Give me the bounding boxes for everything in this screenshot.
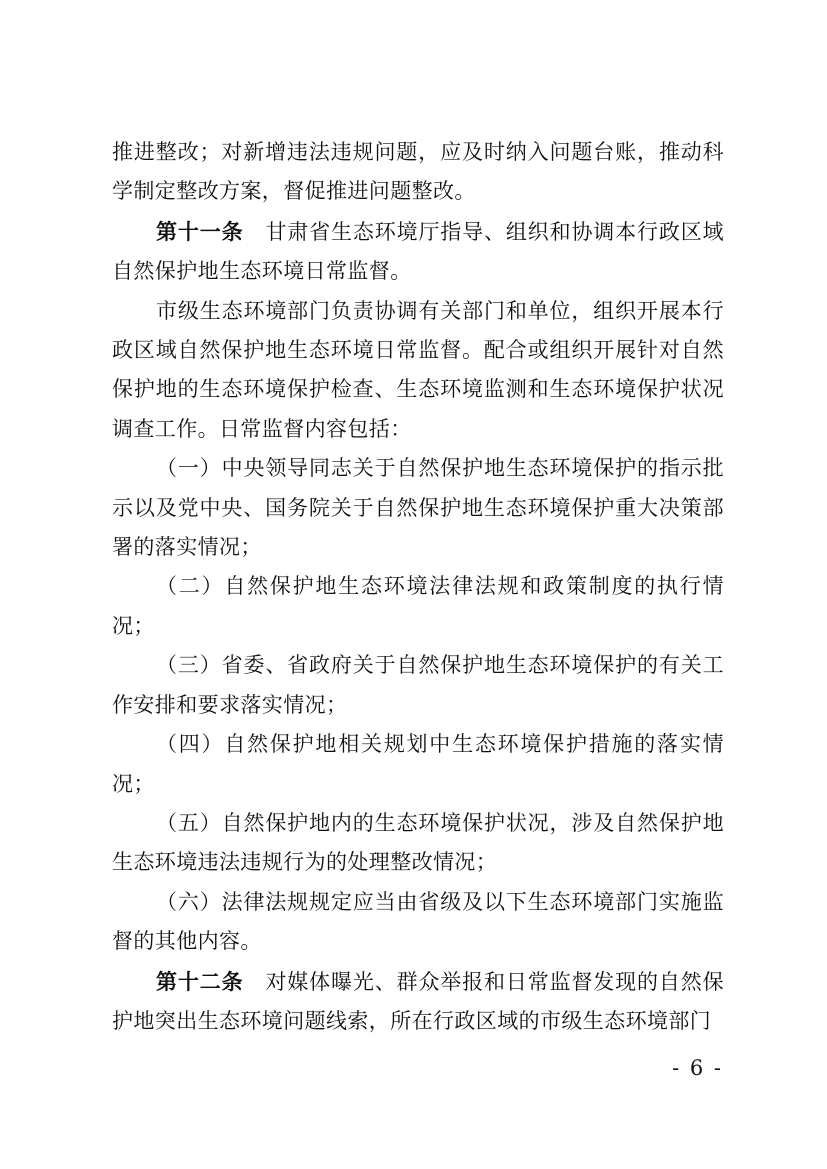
list-item-3	[112, 646, 724, 725]
list-item-text: （二）自然保护地生态环境法律法规和政策制度的执行情况；	[112, 574, 724, 638]
list-item-6	[112, 883, 724, 962]
paragraph-text: 甘肃省生态环境厅指导、组织和协调本行政区域自然保护地生态环境日常监督。	[112, 219, 724, 284]
page-number: - 6 -	[672, 1056, 723, 1080]
paragraph-continuation	[112, 133, 724, 212]
list-item-text: （三）省委、省政府关于自然保护地生态环境保护的有关工作安排和要求落实情况；	[112, 653, 724, 717]
list-item-1	[112, 449, 724, 567]
list-item-text: （四）自然保护地相关规划中生态环境保护措施的落实情况；	[112, 732, 724, 796]
list-item-text: （六）法律法规规定应当由省级及以下生态环境部门实施监督的其他内容。	[112, 889, 724, 954]
list-item-5	[112, 804, 724, 883]
list-item-4	[112, 725, 724, 804]
paragraph-text: 对媒体曝光、群众举报和日常监督发现的自然保护地突出生态环境问题线索，所在行政区域的市级生态环境部门	[112, 969, 724, 1033]
paragraph-municipal-duties	[112, 292, 724, 450]
paragraph-text: 市级生态环境部门负责协调有关部门和单位，组织开展本行政区域自然保护地生态环境日常监督。配合或组织开展针对自然保护地的生态环境保护检查、生态环境监测和生态环境保护状况调查工作。日常监督内容包括：	[112, 298, 724, 441]
list-item-2	[112, 567, 724, 646]
article-11-paragraph	[112, 212, 724, 292]
article-12-paragraph	[112, 962, 724, 1042]
article-number: 第十二条	[156, 968, 244, 994]
list-item-text: （一）中央领导同志关于自然保护地生态环境保护的指示批示以及党中央、国务院关于自然保护地生态环境保护重大决策部署的落实情况；	[112, 456, 724, 560]
document-body	[112, 133, 724, 1041]
article-number: 第十一条	[156, 218, 244, 244]
list-item-text: （五）自然保护地内的生态环境保护状况，涉及自然保护地生态环境违法违规行为的处理整改情况；	[112, 810, 724, 875]
paragraph-text: 推进整改；对新增违法违规问题，应及时纳入问题台账，推动科学制定整改方案，督促推进问题整改。	[112, 140, 724, 204]
